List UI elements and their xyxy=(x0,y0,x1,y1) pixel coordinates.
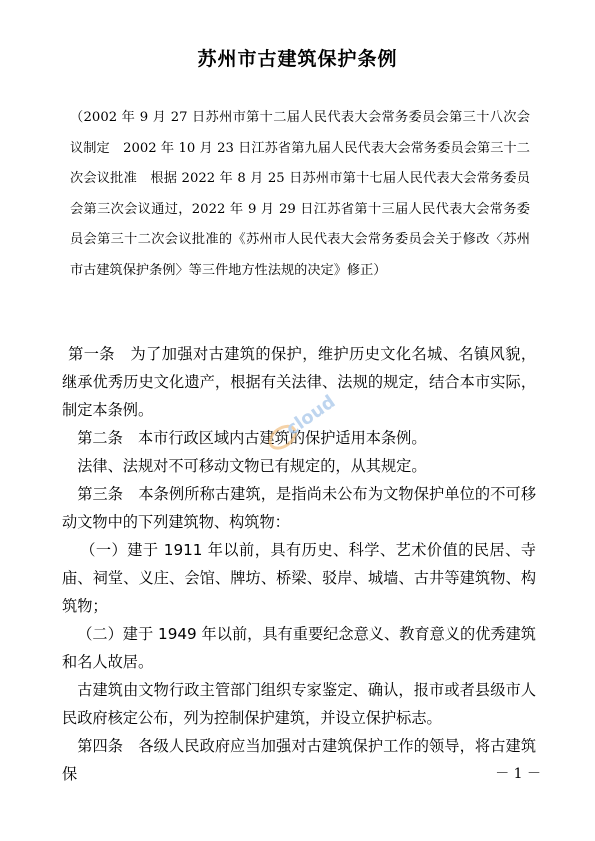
article-1: 第一条 为了加强对古建筑的保护，维护历史文化名城、名镇风貌，继承优秀历史文化遗产，根据有关法律、法规的规定，结合本市实际，制定本条例。 xyxy=(62,345,536,419)
article-3: 第三条 本条例所称古建筑，是指尚未公布为文物保护单位的不可移动文物中的下列建筑物、构筑物： xyxy=(62,485,536,531)
document-title: 苏州市古建筑保护条例 xyxy=(197,48,398,70)
article-2-clause: 法律、法规对不可移动文物已有规定的，从其规定。 xyxy=(77,457,427,475)
article-3-item-1: （一）建于 1911 年以前，具有历史、科学、艺术价值的民居、寺庙、祠堂、义庄、会馆、牌坊、桥梁、驳岸、城墙、古井等建筑物、构筑物； xyxy=(62,541,536,615)
svg-text:cloud: cloud xyxy=(282,391,340,440)
article-3-item-2: （二）建于 1949 年以前，具有重要纪念意义、教育意义的优秀建筑和名人故居。 xyxy=(62,625,536,671)
article-2: 第二条 本市行政区域内古建筑的保护适用本条例。 xyxy=(77,429,427,447)
article-3-clause: 古建筑由文物行政主管部门组织专家鉴定、确认，报市或者县级市人民政府核定公布，列为控制保护建筑，并设立保护标志。 xyxy=(62,681,536,727)
legislative-history: （2002 年 9 月 27 日苏州市第十二届人民代表大会常务委员会第三十八次会议制定 2002 年 10 月 23 日江苏省第九届人民代表大会常务委员会第三十二次会议批准 根据 2022 年 8 月 25 日苏州市第十七届人民代表大会常务委员会第三次会议通过，2022 年 9 月 29 日江苏省第十三届人民代表大会常务委员会第三十二次会议批准的《苏州市人民代表大会常务委员会关于修改〈苏州市古建筑保护条例〉等三件地方性法规的决定》修正） xyxy=(70,110,530,278)
page-number: － 1 － xyxy=(495,766,541,782)
article-4: 第四条 各级人民政府应当加强对古建筑保护工作的领导，将古建筑保 xyxy=(62,737,536,783)
cloud-watermark-logo xyxy=(245,385,345,455)
